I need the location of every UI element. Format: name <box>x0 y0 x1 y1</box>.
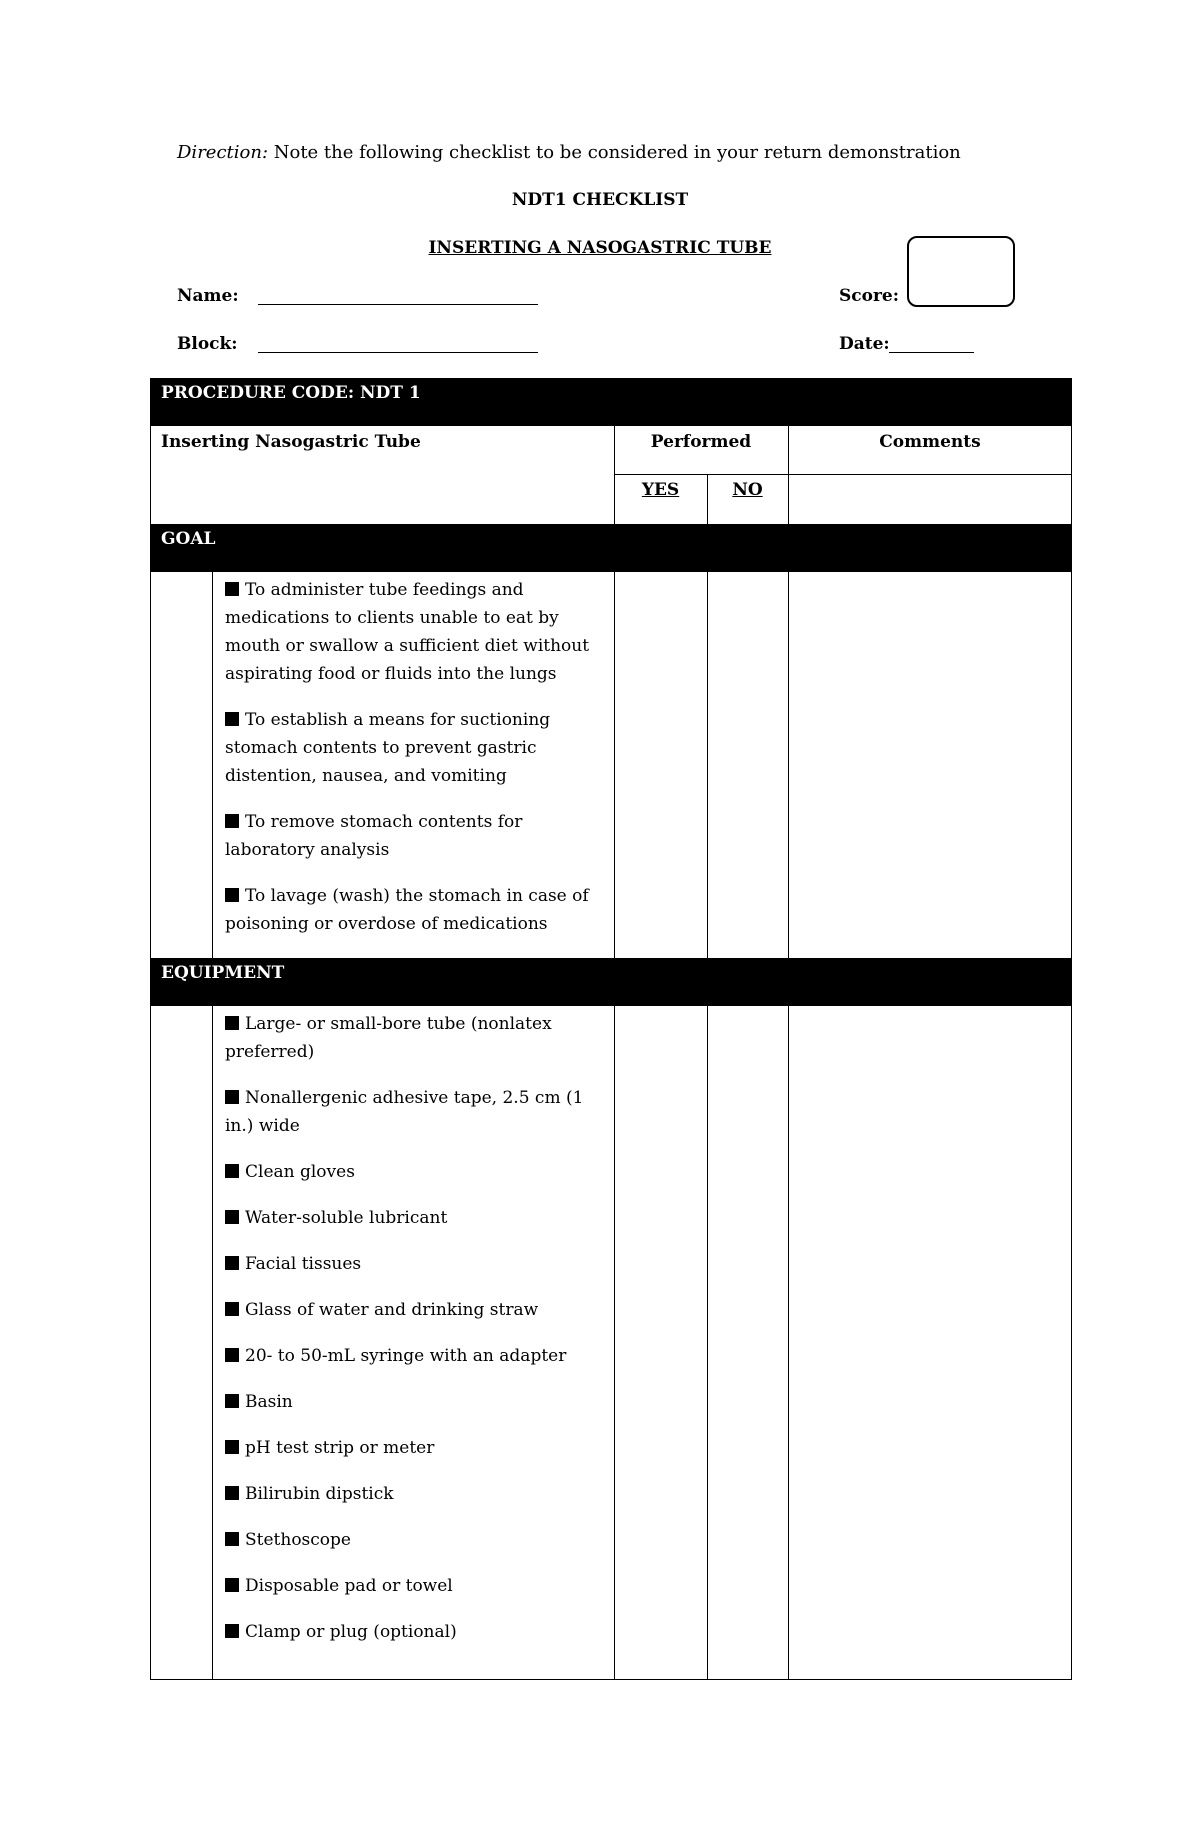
name-field[interactable] <box>258 304 538 305</box>
square-bullet-icon <box>225 1624 239 1638</box>
yes-header: YES <box>641 480 680 500</box>
name-label: Name: <box>177 286 239 306</box>
square-bullet-icon <box>225 814 239 828</box>
list-item: Water-soluble lubricant <box>225 1204 615 1232</box>
list-item: Stethoscope <box>225 1526 615 1554</box>
square-bullet-icon <box>225 1394 239 1408</box>
checklist-table <box>150 378 1072 1680</box>
block-label: Block: <box>177 334 238 354</box>
comments-header: Comments <box>879 432 981 452</box>
list-item: Glass of water and drinking straw <box>225 1296 615 1324</box>
checklist-subtitle: INSERTING A NASOGASTRIC TUBE <box>428 238 772 258</box>
list-item: Nonallergenic adhesive tape, 2.5 cm (1 in.) wide <box>225 1088 584 1136</box>
list-item: 20- to 50-mL syringe with an adapter <box>225 1342 615 1370</box>
list-item: Bilirubin dipstick <box>225 1480 615 1508</box>
score-box[interactable] <box>907 236 1015 307</box>
square-bullet-icon <box>225 1164 239 1178</box>
list-item: To establish a means for suctioning stomach contents to prevent gastric distention, nausea, and vomiting <box>225 710 551 786</box>
list-item: Clean gloves <box>225 1158 615 1186</box>
list-item: pH test strip or meter <box>225 1434 615 1462</box>
direction-text <box>177 142 961 163</box>
square-bullet-icon <box>225 1302 239 1316</box>
col-divider <box>788 572 789 958</box>
list-item: Large- or small-bore tube (nonlatex preferred) <box>225 1014 552 1062</box>
square-bullet-icon <box>225 1486 239 1500</box>
square-bullet-icon <box>225 1256 239 1270</box>
performed-header: Performed <box>650 432 752 452</box>
direction-label: Direction: <box>177 142 269 163</box>
checklist-title: NDT1 CHECKLIST <box>511 190 689 210</box>
list-item: Basin <box>225 1388 615 1416</box>
list-item: Facial tissues <box>225 1250 615 1278</box>
col-divider <box>707 1006 708 1680</box>
goal-header: GOAL <box>150 524 1072 572</box>
list-item: To lavage (wash) the stomach in case of poisoning or overdose of medications <box>225 886 589 934</box>
table-border-right <box>1071 378 1072 1680</box>
square-bullet-icon <box>225 1016 239 1030</box>
square-bullet-icon <box>225 1210 239 1224</box>
square-bullet-icon <box>225 1578 239 1592</box>
procedure-name: Inserting Nasogastric Tube <box>161 432 421 452</box>
col-divider <box>707 572 708 958</box>
table-border-bottom <box>150 1679 1072 1680</box>
square-bullet-icon <box>225 1348 239 1362</box>
col-divider <box>212 572 213 958</box>
row-divider <box>614 474 1072 475</box>
equipment-header: EQUIPMENT <box>150 958 1072 1006</box>
square-bullet-icon <box>225 582 239 596</box>
list-item: Disposable pad or towel <box>225 1572 615 1600</box>
list-item: To remove stomach contents for laboratory analysis <box>225 812 523 860</box>
table-border-left <box>150 378 151 1680</box>
score-label: Score: <box>839 286 900 306</box>
date-label: Date: <box>839 334 890 354</box>
square-bullet-icon <box>225 1090 239 1104</box>
square-bullet-icon <box>225 712 239 726</box>
list-item: Clamp or plug (optional) <box>225 1618 615 1646</box>
goal-list <box>225 576 615 956</box>
square-bullet-icon <box>225 1440 239 1454</box>
equipment-list <box>225 1010 615 1664</box>
block-field[interactable] <box>258 352 538 353</box>
date-field[interactable] <box>889 352 974 353</box>
list-item: To administer tube feedings and medications to clients unable to eat by mouth or swallow a sufficient diet without aspirating food or fluids into the lungs <box>225 580 590 684</box>
square-bullet-icon <box>225 888 239 902</box>
col-divider <box>212 1006 213 1680</box>
procedure-code-bar: PROCEDURE CODE: NDT 1 <box>150 378 1072 426</box>
square-bullet-icon <box>225 1532 239 1546</box>
direction-body: Note the following checklist to be considered in your return demonstration <box>268 142 961 163</box>
col-divider <box>788 1006 789 1680</box>
no-header: NO <box>732 480 763 500</box>
